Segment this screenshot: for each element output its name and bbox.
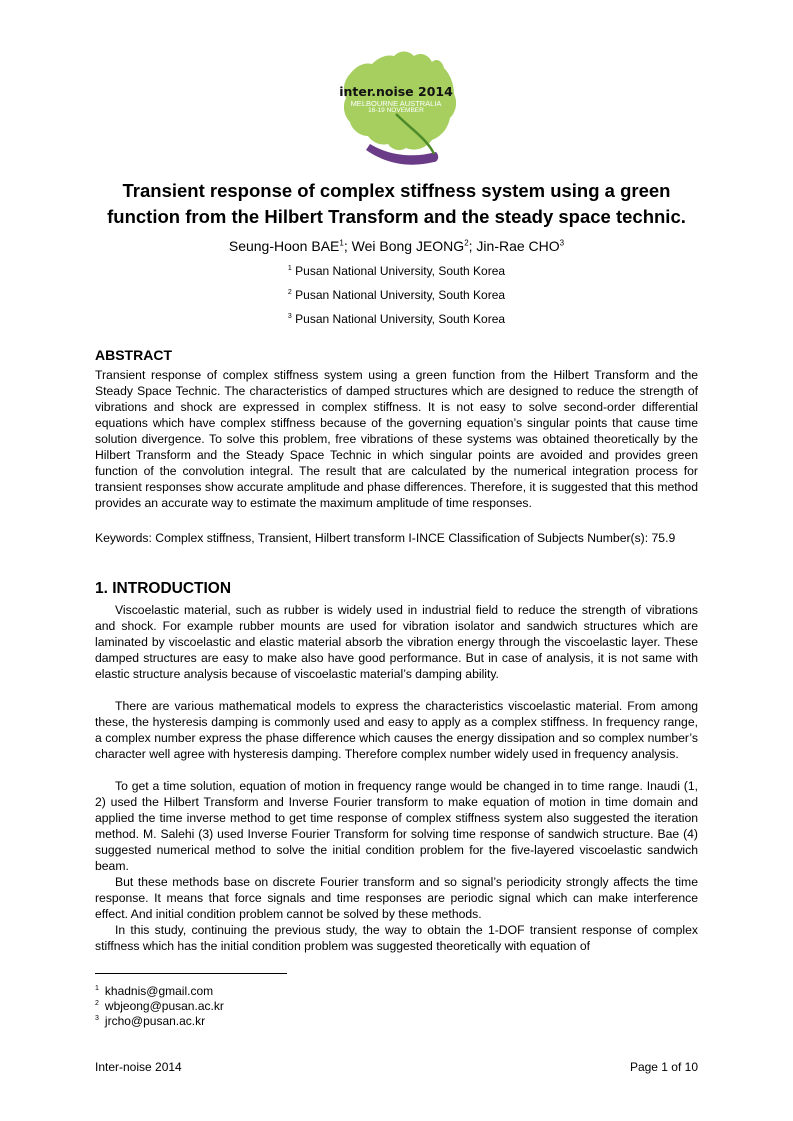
footer-conference: Inter-noise 2014 <box>95 1060 182 1074</box>
introduction-heading: 1. INTRODUCTION <box>95 580 232 597</box>
author-name: Jin-Rae CHO <box>476 238 560 254</box>
author-name: Seung-Hoon BAE <box>228 238 340 254</box>
footer-page-number: Page 1 of 10 <box>629 1060 698 1074</box>
affiliation-mark: 3 <box>287 313 292 320</box>
logo-text <box>336 86 456 115</box>
paper-title <box>60 178 733 230</box>
keywords: Keywords: Complex stiffness, Transient, Hilbert transform I-INCE Classification of Subjects Number(s): 75.9 <box>95 531 676 545</box>
title-line-1: Transient response of complex stiffness system using a green <box>122 180 671 201</box>
footnote-email[interactable]: wbjeong@pusan.ac.kr <box>104 999 224 1013</box>
affiliation-text: Pusan National University, South Korea <box>295 312 506 326</box>
intro-paragraph: In this study, continuing the previous study, the way to obtain the 1-DOF transient response of complex stiffness which has the initial condition problem was suggested theoretically with equation of <box>95 923 698 953</box>
affiliation <box>95 288 698 302</box>
author-separator: ; <box>468 238 477 254</box>
affiliation <box>95 312 698 326</box>
footnote-mark: 1 <box>95 985 99 992</box>
footnote-divider <box>95 973 287 974</box>
intro-paragraph: But these methods base on discrete Fourier transform and so signal’s periodicity strongly affects the time response. It means that force signals and time responses are periodic signal which can make interference effect. And initial condition problem cannot be solved by these methods. <box>95 875 698 921</box>
footnote-mark: 3 <box>95 1015 99 1022</box>
affiliation-mark: 2 <box>287 289 292 296</box>
affiliation-text: Pusan National University, South Korea <box>295 288 506 302</box>
footnote <box>95 1012 205 1028</box>
author-affiliation-mark: 2 <box>464 238 469 248</box>
logo-dates: 16-19 NOVEMBER <box>368 107 424 114</box>
author-separator: ; <box>343 238 352 254</box>
intro-paragraph: There are various mathematical models to express the characteristics viscoelastic material. From among these, the hysteresis damping is commonly used and easy to apply as a complex stiffness. In frequency range, a complex number express the phase difference which causes the energy dissipation and so complex number’s character well agree with hysteresis damping. Therefore complex number widely used in frequency analysis. <box>95 699 698 761</box>
footnote-mark: 2 <box>95 1000 99 1007</box>
author-affiliation-mark: 1 <box>339 238 344 248</box>
author-name: Wei Bong JEONG <box>351 238 465 254</box>
abstract-body: Transient response of complex stiffness system using a green function from the Hilbert Transform and the Steady Space Technic. The characteristics of damped structures which are designed to reduce the strength of vibrations and shock are expressed in complex stiffness. It is not easy to solve second-order differential equations which have complex stiffness because of the governing equation’s singular points that cause time solution divergence. To solve this problem, free vibrations of these systems was obtained theoretically by the Hilbert Transform and the Steady Space Technic in which singular points are avoided and provides green function of the convolution integral. The result that are calculated by the numerical integration process for transient responses show accurate amplitude and phase differences. Therefore, it is suggested that this method provides an accurate way to estimate the maximum amplitude of time responses. <box>95 368 698 510</box>
logo-title: inter.noise 2014 <box>339 84 453 99</box>
intro-paragraph: To get a time solution, equation of motion in frequency range would be changed in to time range. Inaudi (1, 2) used the Hilbert Transform and Inverse Fourier transform to make equation of motion in time domain and applied the time inverse method to get time response of complex stiffness system also suggested the iteration method. M. Salehi (3) used Inverse Fourier Transform for solving time response of sandwich structure. Bae (4) suggested numerical method to solve the initial condition problem for the five-layered viscoelastic sandwich beam. <box>95 779 698 873</box>
abstract-heading: ABSTRACT <box>95 347 172 363</box>
affiliation-mark: 1 <box>287 265 292 272</box>
affiliation-text: Pusan National University, South Korea <box>295 264 506 278</box>
footnote <box>95 982 213 998</box>
footnote <box>95 997 224 1013</box>
author-list <box>95 238 698 254</box>
footnote-email[interactable]: khadnis@gmail.com <box>104 984 214 998</box>
title-line-2: function from the Hilbert Transform and the steady space technic. <box>107 206 686 227</box>
affiliation <box>95 264 698 278</box>
author-affiliation-mark: 3 <box>559 238 565 248</box>
intro-paragraph: Viscoelastic material, such as rubber is widely used in industrial field to reduce the strength of vibrations and shock. For example rubber mounts are used for vibration isolator and sandwich structures which are laminated by viscoelastic and elastic material absorb the vibration energy through the viscoelastic layer. These damped structures are easy to make also have good performance. But in case of analysis, it is not same with elastic structure analysis because of viscoelastic material’s damping ability. <box>95 603 698 681</box>
logo-location: MELBOURNE AUSTRALIA <box>350 98 442 108</box>
footnote-email[interactable]: jrcho@pusan.ac.kr <box>104 1014 206 1028</box>
